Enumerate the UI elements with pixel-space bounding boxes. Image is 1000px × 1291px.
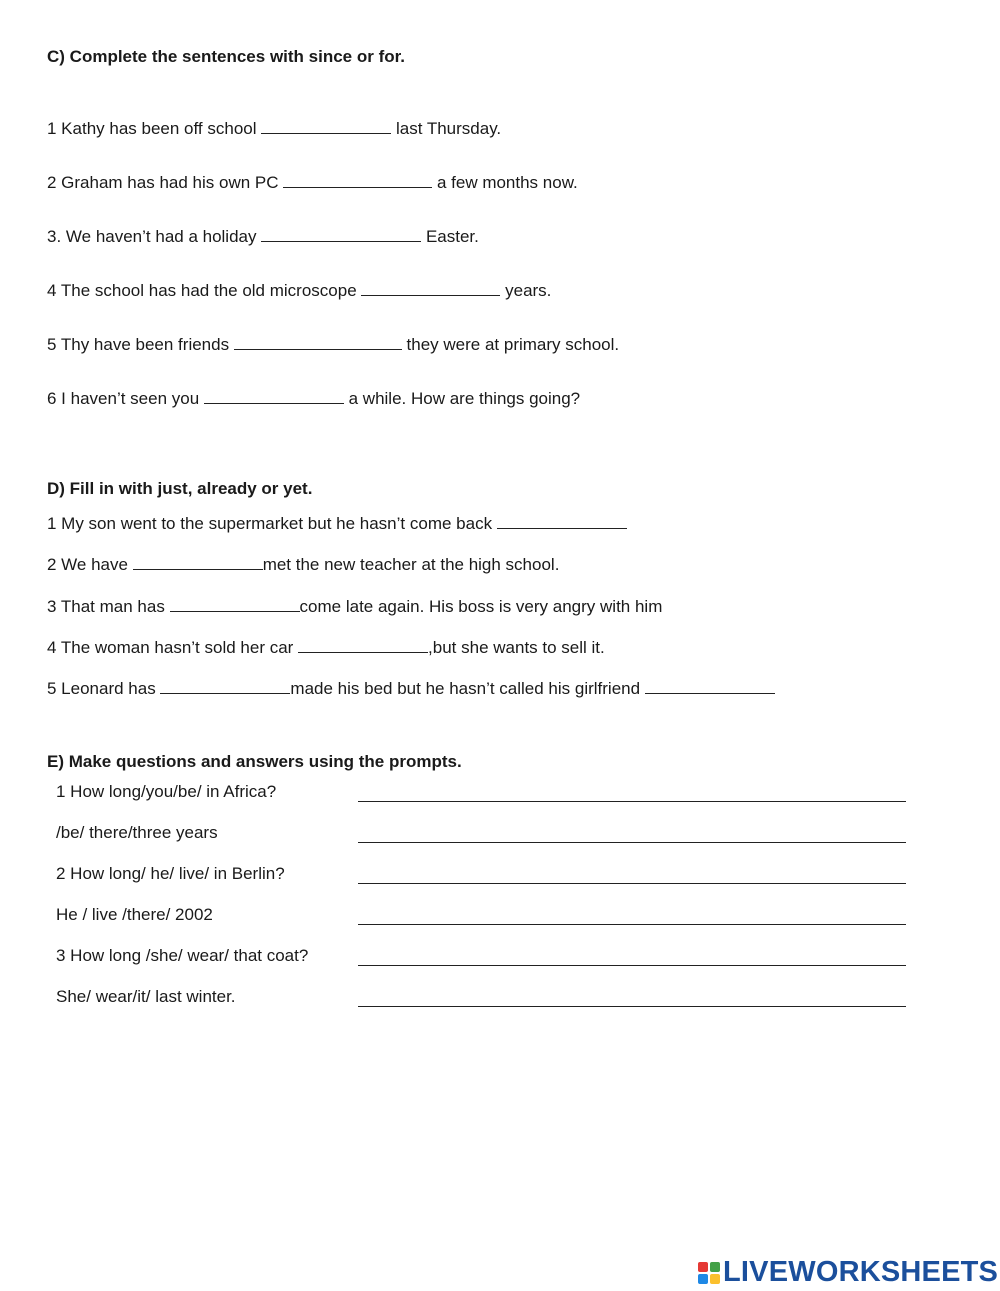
answer-blank[interactable] [645, 678, 775, 694]
logo-block [698, 1274, 708, 1284]
answer-blank[interactable] [298, 637, 428, 653]
exercise-c-item: 4 The school has had the old microscope years. [47, 281, 552, 300]
answer-line[interactable] [358, 923, 906, 925]
exercise-c-item: 5 Thy have been friends they were at primary school. [47, 335, 620, 354]
prompt-text: He / live /there/ 2002 [56, 905, 213, 924]
logo-block [710, 1274, 720, 1284]
exercise-d-item: 2 We have met the new teacher at the high school. [47, 555, 560, 574]
answer-blank[interactable] [160, 678, 290, 694]
answer-line[interactable] [358, 1005, 906, 1007]
logo-text: LIVEWORKSHEETS [723, 1256, 999, 1288]
exercise-d-item: 4 The woman hasn’t sold her car ,but she wants to sell it. [47, 638, 605, 657]
answer-blank[interactable] [261, 226, 421, 242]
exercise-c-item: 2 Graham has had his own PC a few months now. [47, 173, 578, 192]
prompt-text: 3 How long /she/ wear/ that coat? [56, 946, 309, 965]
answer-blank[interactable] [283, 172, 432, 188]
liveworksheets-logo [698, 1256, 998, 1289]
answer-line[interactable] [358, 841, 906, 843]
answer-blank[interactable] [361, 280, 500, 296]
answer-line[interactable] [358, 964, 906, 966]
section-c-heading: C) Complete the sentences with since or for. [47, 47, 406, 66]
answer-blank[interactable] [133, 554, 263, 570]
exercise-d-item: 1 My son went to the supermarket but he hasn’t come back [47, 513, 627, 534]
prompt-text: /be/ there/three years [56, 823, 218, 842]
exercise-c-item: 6 I haven’t seen you a while. How are things going? [47, 389, 581, 408]
prompt-text: 2 How long/ he/ live/ in Berlin? [56, 864, 285, 883]
answer-blank[interactable] [204, 388, 344, 404]
prompt-text: 1 How long/you/be/ in Africa? [56, 782, 277, 801]
answer-line[interactable] [358, 882, 906, 884]
logo-block [698, 1262, 708, 1272]
exercise-d-item: 3 That man has come late again. His boss is very angry with him [47, 597, 663, 616]
logo-block [710, 1262, 720, 1272]
section-e-heading: E) Make questions and answers using the prompts. [47, 752, 462, 771]
answer-blank[interactable] [497, 513, 627, 529]
exercise-d-item: 5 Leonard has made his bed but he hasn’t called his girlfriend [47, 678, 775, 699]
section-d-heading: D) Fill in with just, already or yet. [47, 479, 313, 498]
answer-blank[interactable] [261, 118, 391, 134]
logo-blocks-icon [698, 1262, 720, 1284]
answer-line[interactable] [358, 800, 906, 802]
answer-blank[interactable] [170, 596, 300, 612]
answer-blank[interactable] [234, 334, 402, 350]
exercise-c-item: 1 Kathy has been off school last Thursday. [47, 119, 502, 138]
exercise-c-item: 3. We haven’t had a holiday Easter. [47, 227, 479, 246]
prompt-text: She/ wear/it/ last winter. [56, 987, 236, 1006]
